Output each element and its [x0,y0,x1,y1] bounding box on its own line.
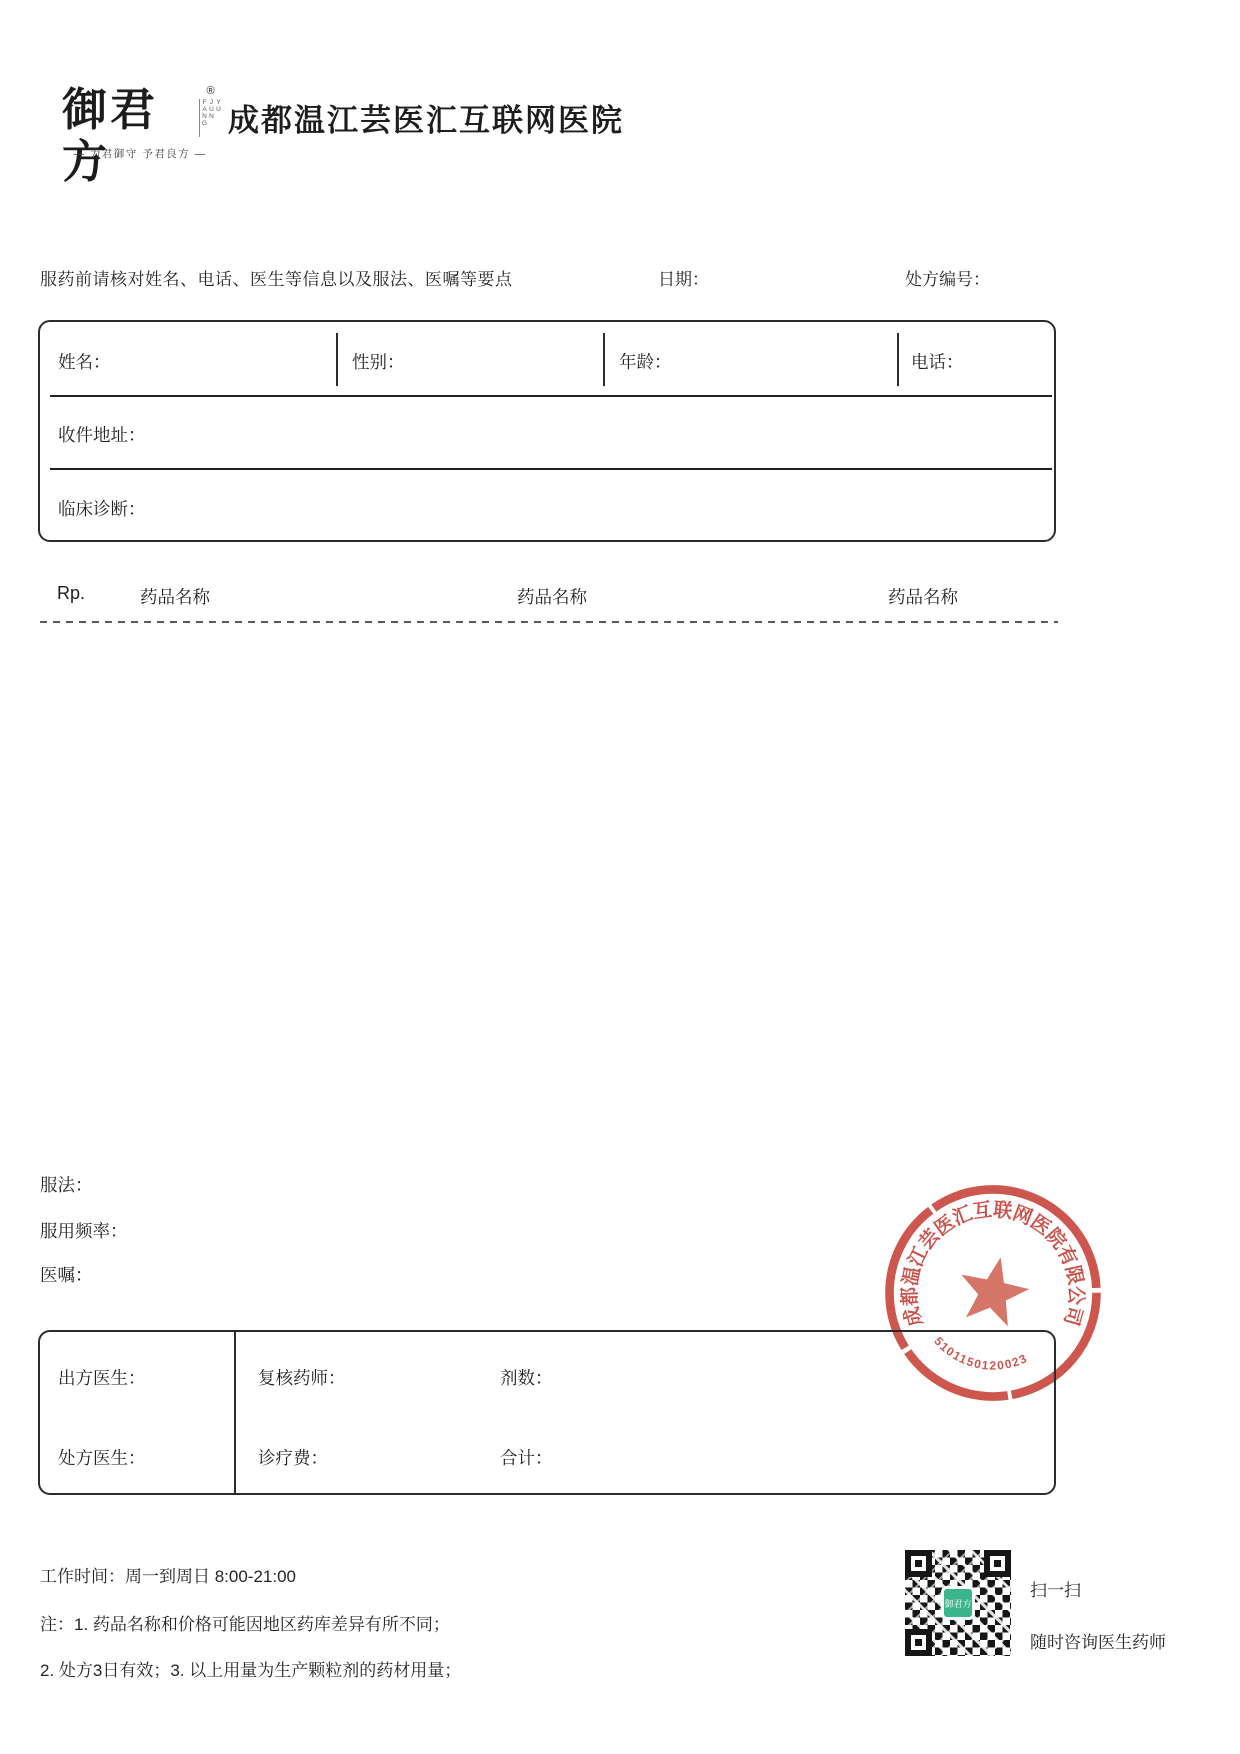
verification-notice: 服药前请核对姓名、电话、医生等信息以及服法、医嘱等要点 [40,270,513,289]
brand-logo-pinyin: YU JUN FANG [199,99,222,137]
doses-label: 剂数： [500,1368,553,1388]
address-label: 收件地址： [58,425,146,445]
total-label: 合计： [500,1448,553,1468]
usage-frequency-label: 服用频率： [40,1221,128,1241]
cell-divider [336,333,338,386]
consultation-fee-label: 诊疗费： [258,1448,328,1468]
stamp-company-text: 成都温江芸医汇互联网医院有限公司 [898,1198,1087,1329]
qr-finder-icon [984,1550,1011,1577]
working-hours: 工作时间：周一到周日 8:00-21:00 [40,1567,297,1586]
issuing-doctor-label: 出方医生： [58,1368,146,1388]
footer-note-1: 注：1. 药品名称和价格可能因地区药库差异有所不同； [40,1615,450,1634]
doctor-advice-label: 医嘱： [40,1265,93,1285]
brand-logo-side [199,86,222,137]
registered-trademark-icon: ® [206,85,215,97]
brand-logo [62,84,222,188]
rx-number-label: 处方编号： [905,270,990,289]
brand-tagline: — 为君御守 予君良方 — [73,148,207,160]
drug-name-column-3: 药品名称 [888,587,958,607]
cell-divider [603,333,605,386]
cell-divider [897,333,899,386]
qr-caption: 随时咨询医生药师 [1030,1633,1166,1652]
qr-scan-label: 扫一扫 [1030,1581,1081,1600]
name-label: 姓名： [58,352,111,372]
stamp-star-icon [961,1257,1029,1326]
row-separator [50,395,1052,397]
review-pharmacist-label: 复核药师： [258,1368,346,1388]
usage-method-label: 服法： [40,1175,93,1195]
phone-label: 电话： [911,352,964,372]
brand-logo-text: 御君方 [62,83,159,188]
qr-finder-icon [905,1550,932,1577]
hospital-title: 成都温江芸医汇互联网医院 [228,103,624,138]
footer-note-2: 2. 处方3日有效；3. 以上用量为生产颗粒剂的药材用量； [40,1661,462,1680]
patient-info-box [38,320,1056,542]
drug-name-column-1: 药品名称 [140,587,210,607]
dashed-separator [40,621,1058,623]
gender-label: 性别： [352,352,405,372]
row-separator [50,468,1052,470]
summary-box [38,1330,1056,1495]
date-label: 日期： [658,270,709,289]
rp-label: Rp. [57,583,86,603]
diagnosis-label: 临床诊断： [58,499,146,519]
qr-code [905,1550,1011,1656]
summary-divider [234,1332,236,1493]
qr-finder-icon [905,1629,932,1656]
age-label: 年龄： [619,352,672,372]
qr-center-logo: 御君方 [941,1586,975,1620]
prescribing-doctor-label: 处方医生： [58,1448,146,1468]
stamp-serial-text: 5101150120023 [931,1334,1030,1373]
drug-name-column-2: 药品名称 [517,587,587,607]
